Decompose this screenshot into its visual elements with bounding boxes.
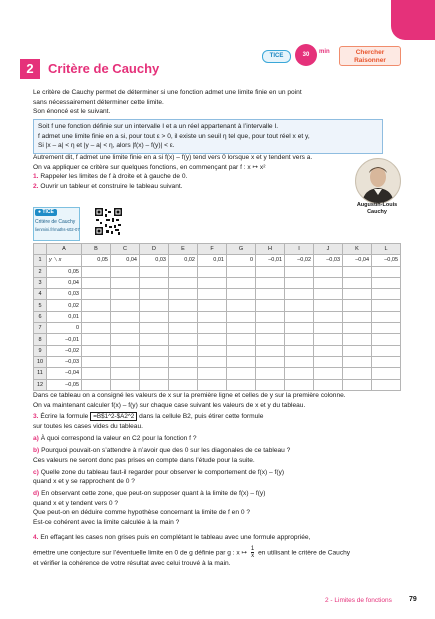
sheet-cell <box>140 266 169 277</box>
sheet-cell <box>343 379 372 390</box>
subquestion-line <box>33 489 403 499</box>
table-row <box>34 266 401 277</box>
column-header: K <box>343 244 372 255</box>
sheet-cell <box>285 311 314 322</box>
page-number: 79 <box>409 596 417 603</box>
sheet-cell: 0,01 <box>47 311 82 322</box>
subquestion-letter: a) <box>33 435 39 442</box>
sheet-cell <box>140 345 169 356</box>
subquestion <box>33 489 403 527</box>
definition-line: Si |x – a| < η et |y – a| < η, alors |f(x) – f(y)| < ε. <box>38 142 175 149</box>
sheet-cell <box>372 311 401 322</box>
table-row <box>34 289 401 300</box>
sheet-cell <box>169 300 198 311</box>
sheet-cell <box>227 368 256 379</box>
question-number: 4. <box>33 534 39 541</box>
sheet-cell <box>285 379 314 390</box>
sheet-cell <box>198 266 227 277</box>
sheet-cell <box>111 334 140 345</box>
sheet-cell <box>140 334 169 345</box>
formula-box: =B$1^2-$A2^2 <box>90 412 137 421</box>
sheet-cell <box>198 323 227 334</box>
sheet-cell <box>198 277 227 288</box>
table-row <box>34 311 401 322</box>
sheet-cell <box>285 277 314 288</box>
definition-line: Soit f une fonction définie sur un intervalle I et a un réel appartenant à l’intervalle I. <box>38 123 279 130</box>
sheet-cell <box>111 289 140 300</box>
question-number: 2. <box>33 182 39 190</box>
sheet-cell <box>372 368 401 379</box>
column-header: L <box>372 244 401 255</box>
tice-tag: ● TICE <box>35 209 57 216</box>
sheet-cell <box>256 345 285 356</box>
statement-text <box>33 153 348 191</box>
sheet-cell <box>198 334 227 345</box>
sheet-cell <box>82 289 111 300</box>
subquestion-text: Quelle zone du tableau faut-il regarder pour observer le comportement de f(x) – f(y) <box>40 468 285 476</box>
subquestion-line <box>33 446 403 456</box>
caption-line: Augustin-Louis <box>356 202 398 208</box>
sheet-cell <box>372 356 401 367</box>
subquestion-line <box>33 499 403 509</box>
sheet-cell <box>227 345 256 356</box>
row-header: 6 <box>34 311 47 322</box>
table-row <box>34 345 401 356</box>
sheet-cell <box>82 323 111 334</box>
sheet-cell <box>111 356 140 367</box>
sheet-cell: –0,05 <box>372 255 401 266</box>
column-header: C <box>111 244 140 255</box>
subquestion-text: Que peut-on en déduire comme hypothèse concernant la limite de f en 0 ? <box>33 509 250 516</box>
sheet-cell: –0,02 <box>285 255 314 266</box>
sheet-cell <box>198 368 227 379</box>
sheet-cell <box>169 323 198 334</box>
subquestion <box>33 446 403 465</box>
sheet-cell <box>140 289 169 300</box>
after-table-line: On va maintenant calculer f(x) – f(y) sur chaque case suivant les valeurs de x et y du tableau. <box>33 401 306 409</box>
tice-badge: TICE <box>262 50 291 63</box>
skill-chercher: Chercher <box>355 49 385 56</box>
sheet-cell <box>343 311 372 322</box>
sheet-cell: 0,02 <box>169 255 198 266</box>
column-header: B <box>82 244 111 255</box>
sheet-cell <box>372 266 401 277</box>
skills-badge <box>339 46 401 66</box>
sheet-cell <box>198 345 227 356</box>
sheet-cell <box>285 356 314 367</box>
sheet-cell: 0,02 <box>47 300 82 311</box>
sheet-cell <box>82 277 111 288</box>
sheet-cell <box>343 356 372 367</box>
sheet-cell: 0 <box>47 323 82 334</box>
sheet-cell <box>343 266 372 277</box>
sheet-cell <box>82 379 111 390</box>
row-header: 3 <box>34 277 47 288</box>
row-header: 8 <box>34 334 47 345</box>
sheet-cell: 0,04 <box>47 277 82 288</box>
row-header: 2 <box>34 266 47 277</box>
sheet-cell <box>111 345 140 356</box>
sheet-cell <box>343 334 372 345</box>
footer-chapter: 2 - Limites de fonctions <box>325 597 392 604</box>
sheet-cell <box>82 334 111 345</box>
sheet-cell <box>169 266 198 277</box>
tice-title: Critère de Cauchy <box>35 219 76 225</box>
subquestion-text: Ces valeurs ne seront donc pas prises en compte dans l’étude pour la suite. <box>33 456 255 464</box>
subquestions <box>33 434 403 530</box>
question-1 <box>33 172 348 182</box>
sheet-cell <box>82 368 111 379</box>
sheet-cell <box>314 345 343 356</box>
subquestion-line <box>33 518 403 528</box>
sheet-cell <box>169 345 198 356</box>
subquestion-text: En observant cette zone, que peut-on supposer quant à la limite de f(x) – f(y) <box>41 490 266 497</box>
timer-badge: 30 <box>295 44 317 66</box>
sheet-cell <box>372 300 401 311</box>
sheet-cell <box>198 311 227 322</box>
sheet-cell <box>111 311 140 322</box>
sheet-cell <box>372 277 401 288</box>
subquestion <box>33 468 403 487</box>
sheet-cell <box>82 311 111 322</box>
sheet-cell <box>256 334 285 345</box>
sheet-cell <box>343 300 372 311</box>
sheet-cell: –0,04 <box>343 255 372 266</box>
sheet-cell <box>314 266 343 277</box>
question-3-after: dans la cellule B2, puis étirer cette formule <box>139 413 264 420</box>
sheet-cell <box>256 300 285 311</box>
subquestion-letter: d) <box>33 490 40 497</box>
exercise-number: 2 <box>20 59 40 79</box>
question-4-line3: et vérifier la cohérence de votre résultat avec celui trouvé à la main. <box>33 559 231 567</box>
sheet-cell <box>343 289 372 300</box>
sheet-cell: –0,03 <box>314 255 343 266</box>
subquestion-line <box>33 456 403 466</box>
sheet-cell <box>198 289 227 300</box>
sheet-cell <box>169 334 198 345</box>
sheet-cell <box>285 345 314 356</box>
table-row <box>34 323 401 334</box>
sheet-cell <box>256 311 285 322</box>
sheet-cell <box>140 277 169 288</box>
sheet-cell <box>198 379 227 390</box>
table-row <box>34 300 401 311</box>
question-number: 1. <box>33 173 39 180</box>
table-row <box>34 368 401 379</box>
question-2 <box>33 182 348 192</box>
question-text: Ouvrir un tableur et construire le tableau suivant. <box>40 182 183 190</box>
sheet-cell <box>314 334 343 345</box>
row-header: 12 <box>34 379 47 390</box>
sheet-cell <box>227 356 256 367</box>
subquestion-text: Est-ce cohérent avec la limite calculée à la main ? <box>33 518 180 526</box>
spreadsheet-table <box>33 243 401 391</box>
fraction <box>251 546 254 559</box>
intro-line: Le critère de Cauchy permet de déterminer si une fonction admet une limite finie en un point <box>33 89 302 96</box>
sheet-cell <box>372 379 401 390</box>
intro-line: sans nécessairement déterminer cette limite. <box>33 98 164 106</box>
sheet-cell <box>314 289 343 300</box>
subquestion-line <box>33 477 403 487</box>
table-row <box>34 334 401 345</box>
sheet-cell <box>343 345 372 356</box>
subquestion-line <box>33 508 403 518</box>
sheet-cell: –0,03 <box>47 356 82 367</box>
sheet-cell <box>227 266 256 277</box>
sheet-cell: 0,05 <box>47 266 82 277</box>
subquestion-text: quand x et y se rapprochent de 0 ? <box>33 478 135 485</box>
sheet-cell <box>140 300 169 311</box>
column-header: H <box>256 244 285 255</box>
intro-text <box>33 88 403 117</box>
portrait-caption <box>340 202 414 216</box>
sheet-cell: –0,05 <box>47 379 82 390</box>
corner-tab <box>391 0 435 40</box>
question-number: 3. <box>33 413 39 420</box>
fraction-denominator: x <box>251 552 255 559</box>
sheet-cell <box>256 289 285 300</box>
sheet-cell <box>314 311 343 322</box>
row-header: 5 <box>34 300 47 311</box>
sheet-cell: 0,03 <box>140 255 169 266</box>
sheet-cell <box>256 277 285 288</box>
column-header: A <box>47 244 82 255</box>
sheet-cell <box>198 356 227 367</box>
question-text: Rappeler les limites de f à droite et à gauche de 0. <box>40 173 188 180</box>
sheet-cell <box>169 356 198 367</box>
sheet-cell <box>227 300 256 311</box>
sheet-cell: 0,01 <box>198 255 227 266</box>
sheet-cell <box>256 356 285 367</box>
sheet-cell <box>227 311 256 322</box>
sheet-cell: –0,02 <box>47 345 82 356</box>
column-header: J <box>314 244 343 255</box>
sheet-cell <box>82 345 111 356</box>
subquestion-letter: c) <box>33 468 39 476</box>
exercise-title: Critère de Cauchy <box>48 61 160 76</box>
table-row <box>34 277 401 288</box>
sheet-cell <box>227 277 256 288</box>
sheet-cell <box>372 323 401 334</box>
column-header: I <box>285 244 314 255</box>
row-header: 11 <box>34 368 47 379</box>
row-header: 4 <box>34 289 47 300</box>
sheet-cell <box>314 356 343 367</box>
statement-line: Autrement dit, f admet une limite finie en a si f(x) – f(y) tend vers 0 lorsque x et y tendent vers a. <box>33 154 313 161</box>
sheet-cell <box>372 345 401 356</box>
sheet-cell <box>285 323 314 334</box>
subquestion-line <box>33 468 403 478</box>
intro-line: Son énoncé est le suivant. <box>33 108 111 115</box>
subquestion-text: Pourquoi pouvait-on s’attendre à n’avoir que des 0 sur les diagonales de ce tableau ? <box>41 447 291 454</box>
skill-raisonner: Raisonner <box>354 57 386 64</box>
column-header: F <box>198 244 227 255</box>
sheet-cell <box>169 368 198 379</box>
after-table-text <box>33 391 403 410</box>
question-4 <box>33 533 403 568</box>
sheet-cell <box>285 334 314 345</box>
sheet-cell <box>343 277 372 288</box>
sheet-cell <box>227 323 256 334</box>
row-header: 7 <box>34 323 47 334</box>
sheet-cell: 0,05 <box>82 255 111 266</box>
sheet-cell <box>198 300 227 311</box>
sheet-cell <box>372 289 401 300</box>
sheet-cell <box>169 277 198 288</box>
sheet-cell <box>285 266 314 277</box>
sheet-cell <box>343 368 372 379</box>
definition-line: f admet une limite finie en a si, pour tout ε > 0, il existe un seuil η tel que, pour tout réel x et y, <box>38 132 310 140</box>
row-header: 10 <box>34 356 47 367</box>
sheet-cell <box>256 266 285 277</box>
sheet-cell <box>111 368 140 379</box>
row-header: 9 <box>34 345 47 356</box>
statement-line: On va appliquer ce critère sur quelques fonctions, en commençant par f : x ↦ x² <box>33 163 266 171</box>
sheet-cell <box>314 300 343 311</box>
sheet-cell <box>111 277 140 288</box>
row-header: 1 <box>34 255 47 266</box>
subquestion-text: quand x et y tendent vers 0 ? <box>33 499 119 507</box>
question-4-before: émettre une conjecture sur l’éventuelle limite en 0 de g définie par g : x ↦ <box>33 548 248 556</box>
sheet-cell <box>111 266 140 277</box>
subquestion-text: À quoi correspond la valeur en C2 pour la fonction f ? <box>40 435 197 442</box>
sheet-cell <box>227 289 256 300</box>
column-header: D <box>140 244 169 255</box>
sheet-cell <box>82 266 111 277</box>
sheet-cell <box>82 300 111 311</box>
sheet-cell: 0,03 <box>47 289 82 300</box>
question-4-line2 <box>33 546 403 559</box>
sheet-cell <box>82 356 111 367</box>
sheet-cell <box>285 289 314 300</box>
definition-box <box>33 119 383 154</box>
qr-code-icon[interactable] <box>94 207 123 236</box>
sheet-cell: –0,01 <box>47 334 82 345</box>
sheet-cell <box>169 311 198 322</box>
sheet-cell: –0,04 <box>47 368 82 379</box>
question-3-before: Écrire la formule <box>40 413 89 420</box>
sheet-cell <box>227 379 256 390</box>
sheet-cell <box>256 379 285 390</box>
sheet-cell <box>256 323 285 334</box>
sheet-cell <box>140 368 169 379</box>
sheet-cell <box>140 356 169 367</box>
column-header: E <box>169 244 198 255</box>
sheet-cell: –0,01 <box>256 255 285 266</box>
sheet-cell: y ⟍ x <box>47 255 82 266</box>
tice-link[interactable]: lienmini.fr/maths-s02-07 <box>35 227 80 232</box>
sheet-cell <box>111 379 140 390</box>
sheet-cell: 0,04 <box>111 255 140 266</box>
sheet-cell <box>314 368 343 379</box>
column-header: G <box>227 244 256 255</box>
tice-tag-label: TICE <box>42 209 54 215</box>
sheet-cell <box>227 334 256 345</box>
sheet-cell <box>314 323 343 334</box>
sheet-cell <box>314 277 343 288</box>
sheet-cell <box>169 379 198 390</box>
sheet-cell <box>140 379 169 390</box>
sheet-cell <box>111 323 140 334</box>
sheet-cell <box>343 323 372 334</box>
sheet-cell <box>111 300 140 311</box>
sheet-cell <box>314 379 343 390</box>
subquestion-letter: b) <box>33 447 40 454</box>
sheet-cell <box>285 368 314 379</box>
sheet-cell <box>256 368 285 379</box>
after-table-line: Dans ce tableau on a consigné les valeurs de x sur la première ligne et celles de y sur la première colonne. <box>33 392 346 399</box>
question-3 <box>33 412 403 431</box>
sheet-cell <box>372 334 401 345</box>
question-4-line1: En effaçant les cases non grises puis en complétant le tableau avec une formule appropriée, <box>40 534 311 541</box>
subquestion-line <box>33 434 403 444</box>
fraction-numerator: 1 <box>250 545 255 552</box>
sheet-cell: 0 <box>227 255 256 266</box>
sheet-cell <box>285 300 314 311</box>
sheet-cell <box>169 289 198 300</box>
timer-unit: min <box>319 49 330 55</box>
sheet-cell <box>140 323 169 334</box>
question-4-after: en utilisant le critère de Cauchy <box>258 548 351 556</box>
table-row <box>34 255 401 266</box>
column-header <box>34 244 47 255</box>
subquestion <box>33 434 403 444</box>
sheet-cell <box>140 311 169 322</box>
sheet-header-row <box>34 244 401 255</box>
caption-line: Cauchy <box>367 209 387 215</box>
question-3-line2: sur toutes les cases vides du tableau. <box>33 422 143 430</box>
cauchy-portrait <box>355 158 401 204</box>
table-row <box>34 379 401 390</box>
table-row <box>34 356 401 367</box>
